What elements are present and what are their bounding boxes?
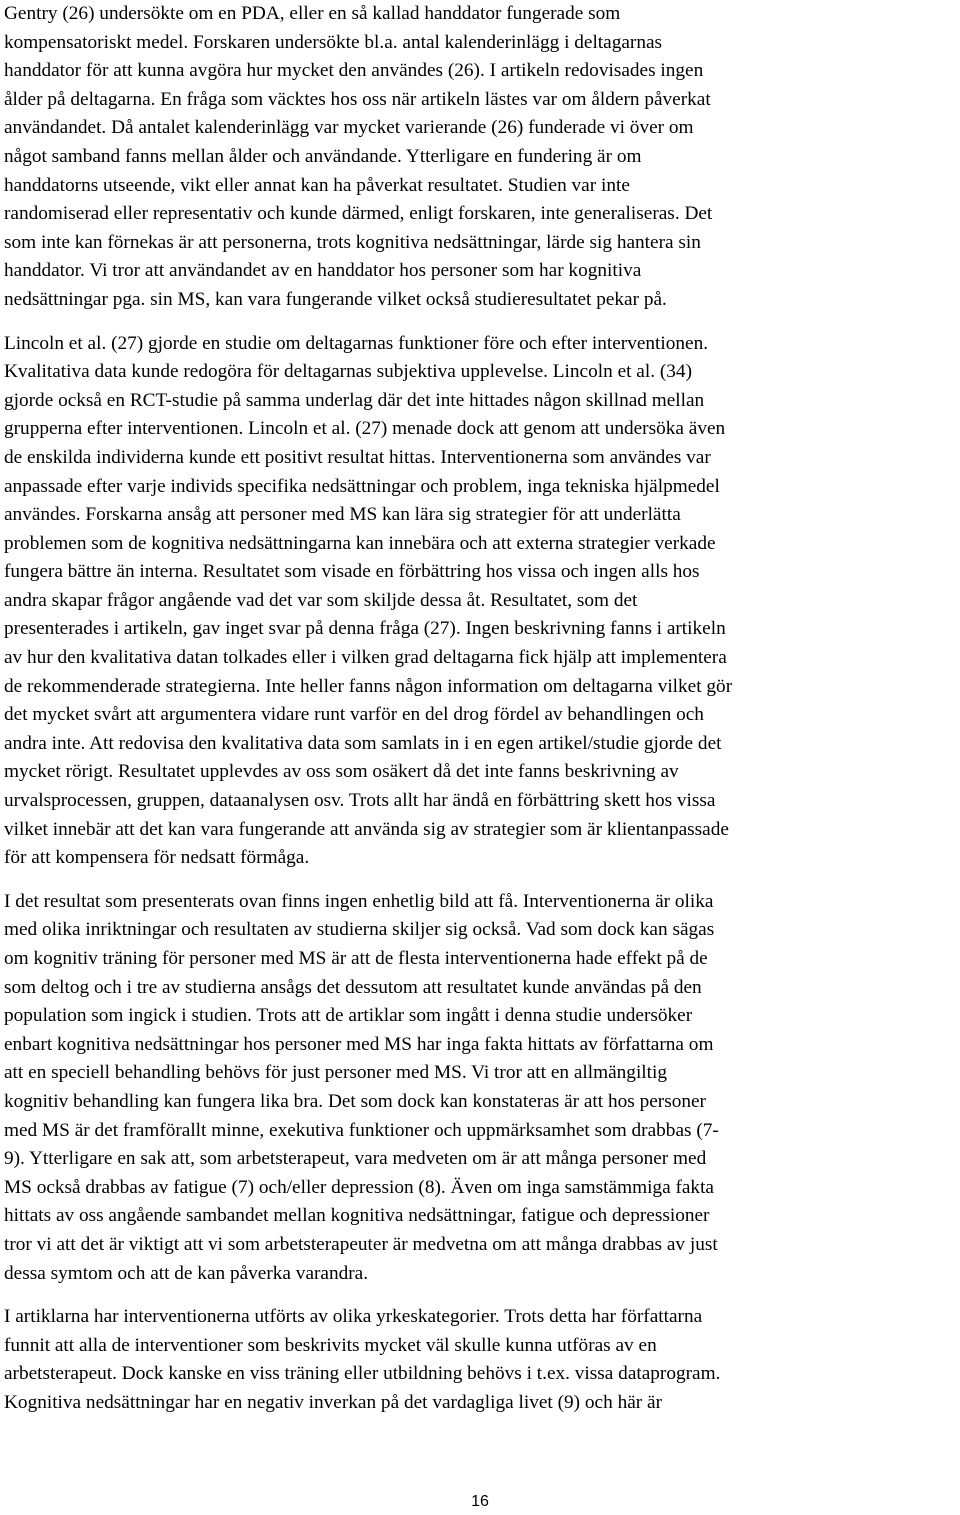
page-number: 16	[471, 1493, 489, 1510]
text-line: population som ingick i studien. Trots att de artiklar som ingått i denna studie undersöker	[4, 1005, 693, 1027]
text-line: nedsättningar pga. sin MS, kan vara fungerande vilket också studieresultatet pekar på.	[4, 288, 667, 310]
text-line: med MS är det framförallt minne, exekutiva funktioner och uppmärksamhet som drabbas (7-	[4, 1119, 719, 1141]
text-line: för att kompensera för nedsatt förmåga.	[4, 847, 310, 869]
paragraph-gap	[4, 873, 956, 888]
paragraph-discussion	[4, 888, 956, 1288]
text-line: presenterades i artikeln, gav inget svar på denna fråga (27). Ingen beskrivning fanns i artikeln	[4, 618, 726, 640]
text-line: användes. Forskarna ansåg att personer med MS kan lära sig strategier för att underlätta	[4, 504, 681, 526]
text-line: tror vi att det är viktigt att vi som arbetsterapeuter är medvetna om att många drabbas av just	[4, 1233, 718, 1255]
paragraph-gap	[4, 315, 956, 330]
text-line: andra inte. Att redovisa den kvalitativa data som samlats in i en egen artikel/studie gjorde det	[4, 732, 722, 754]
text-line: anpassade efter varje individs specifika nedsättningar och problem, inga tekniska hjälpmedel	[4, 475, 720, 497]
text-line: ålder på deltagarna. En fråga som väcktes hos oss när artikeln lästes var om åldern påverkat	[4, 88, 711, 110]
text-line: MS också drabbas av fatigue (7) och/eller depression (8). Även om inga samstämmiga fakta	[4, 1176, 714, 1198]
text-line: av hur den kvalitativa datan tolkades eller i vilken grad deltagarna fick hjälp att implementera	[4, 647, 727, 669]
text-line: I det resultat som presenterats ovan finns ingen enhetlig bild att få. Interventionerna är olika	[4, 890, 714, 912]
text-line: Lincoln et al. (27) gjorde en studie om deltagarnas funktioner före och efter interventionen.	[4, 332, 709, 354]
paragraph-pda-study	[4, 0, 956, 315]
text-line: något samband fanns mellan ålder och användande. Ytterligare en fundering är om	[4, 145, 642, 167]
text-line: Kognitiva nedsättningar har en negativ inverkan på det vardagliga livet (9) och här är	[4, 1391, 662, 1413]
paragraph-lincoln-study	[4, 330, 956, 873]
text-line: handdator. Vi tror att användandet av en handdator hos personer som har kognitiva	[4, 260, 642, 282]
text-line: Gentry (26) undersökte om en PDA, eller en så kallad handdator fungerade som	[4, 3, 621, 24]
text-line: funnit att alla de interventioner som beskrivits mycket väl skulle kunna utföras av en	[4, 1334, 657, 1356]
text-line: enbart kognitiva nedsättningar hos personer med MS har inga fakta hittats av författarna om	[4, 1033, 714, 1055]
text-line: användandet. Då antalet kalenderinlägg var mycket varierande (26) funderade vi över om	[4, 117, 694, 139]
text-line: handdator för att kunna avgöra hur mycket den användes (26). I artikeln redovisades ingen	[4, 60, 704, 82]
text-line: som inte kan förnekas är att personerna, trots kognitiva nedsättningar, lärde sig hantera sin	[4, 231, 701, 253]
text-line: handdatorns utseende, vikt eller annat kan ha påverkat resultatet. Studien var inte	[4, 174, 630, 196]
text-line: fungera bättre än interna. Resultatet som visade en förbättring hos vissa och ingen alls hos	[4, 561, 700, 583]
text-line: mycket rörigt. Resultatet upplevdes av oss som osäkert då det inte fanns beskrivning av	[4, 761, 679, 783]
text-line: andra skapar frågor angående vad det var som skiljde dessa åt. Resultatet, som det	[4, 589, 638, 611]
text-line: med olika inriktningar och resultaten av studierna skiljer sig också. Vad som dock kan sägas	[4, 919, 715, 941]
text-line: vilket innebär att det kan vara fungerande att använda sig av strategier som är klientanpassade	[4, 818, 729, 840]
text-line: de rekommenderade strategierna. Inte heller fanns någon information om deltagarna vilket gör	[4, 675, 733, 697]
text-line: I artiklarna har interventionerna utförts av olika yrkeskategorier. Trots detta har författarna	[4, 1306, 703, 1328]
text-line: om kognitiv träning för personer med MS är att de flesta interventionerna hade effekt på de	[4, 948, 708, 969]
text-line: det mycket svårt att argumentera vidare runt varför en del drog fördel av behandlingen och	[4, 704, 704, 726]
paragraph-professions	[4, 1303, 956, 1417]
paragraph-gap	[4, 1288, 956, 1303]
text-line: arbetsterapeut. Dock kanske en viss träning eller utbildning behövs i t.ex. vissa dataprogram.	[4, 1363, 721, 1385]
text-line: randomiserad eller representativ och kunde därmed, enligt forskaren, inte generaliseras. Det	[4, 203, 713, 225]
text-line: Kvalitativa data kunde redogöra för deltagarnas subjektiva upplevelse. Lincoln et al. (34)	[4, 361, 692, 383]
text-line: kompensatoriskt medel. Forskaren undersökte bl.a. antal kalenderinlägg i deltagarnas	[4, 31, 663, 53]
text-line: kognitiv behandling kan fungera lika bra. Det som dock kan konstateras är att hos personer	[4, 1090, 706, 1112]
document-page	[4, 0, 956, 1418]
text-line: urvalsprocessen, gruppen, dataanalysen osv. Trots allt har ändå en förbättring skett hos vissa	[4, 790, 716, 812]
text-line: 9). Ytterligare en sak att, som arbetsterapeut, vara medveten om är att många personer med	[4, 1148, 707, 1170]
text-line: de enskilda individerna kunde ett positivt resultat hittas. Interventionerna som användes var	[4, 446, 711, 468]
text-line: dessa symtom och att de kan påverka varandra.	[4, 1262, 369, 1284]
text-line: grupperna efter interventionen. Lincoln et al. (27) menade dock att genom att undersöka även	[4, 418, 726, 440]
text-line: som deltog och i tre av studierna ansågs det dessutom att resultatet kunde användas på den	[4, 976, 702, 998]
text-line: gjorde också en RCT-studie på samma underlag där det inte hittades någon skillnad mellan	[4, 389, 705, 411]
text-line: problemen som de kognitiva nedsättningarna kan innebära och att externa strategier verkade	[4, 532, 716, 554]
text-line: hittats av oss angående sambandet mellan kognitiva nedsättningar, fatigue och depressioner	[4, 1205, 710, 1227]
text-line: att en speciell behandling behövs för just personer med MS. Vi tror att en allmängiltig	[4, 1062, 668, 1084]
